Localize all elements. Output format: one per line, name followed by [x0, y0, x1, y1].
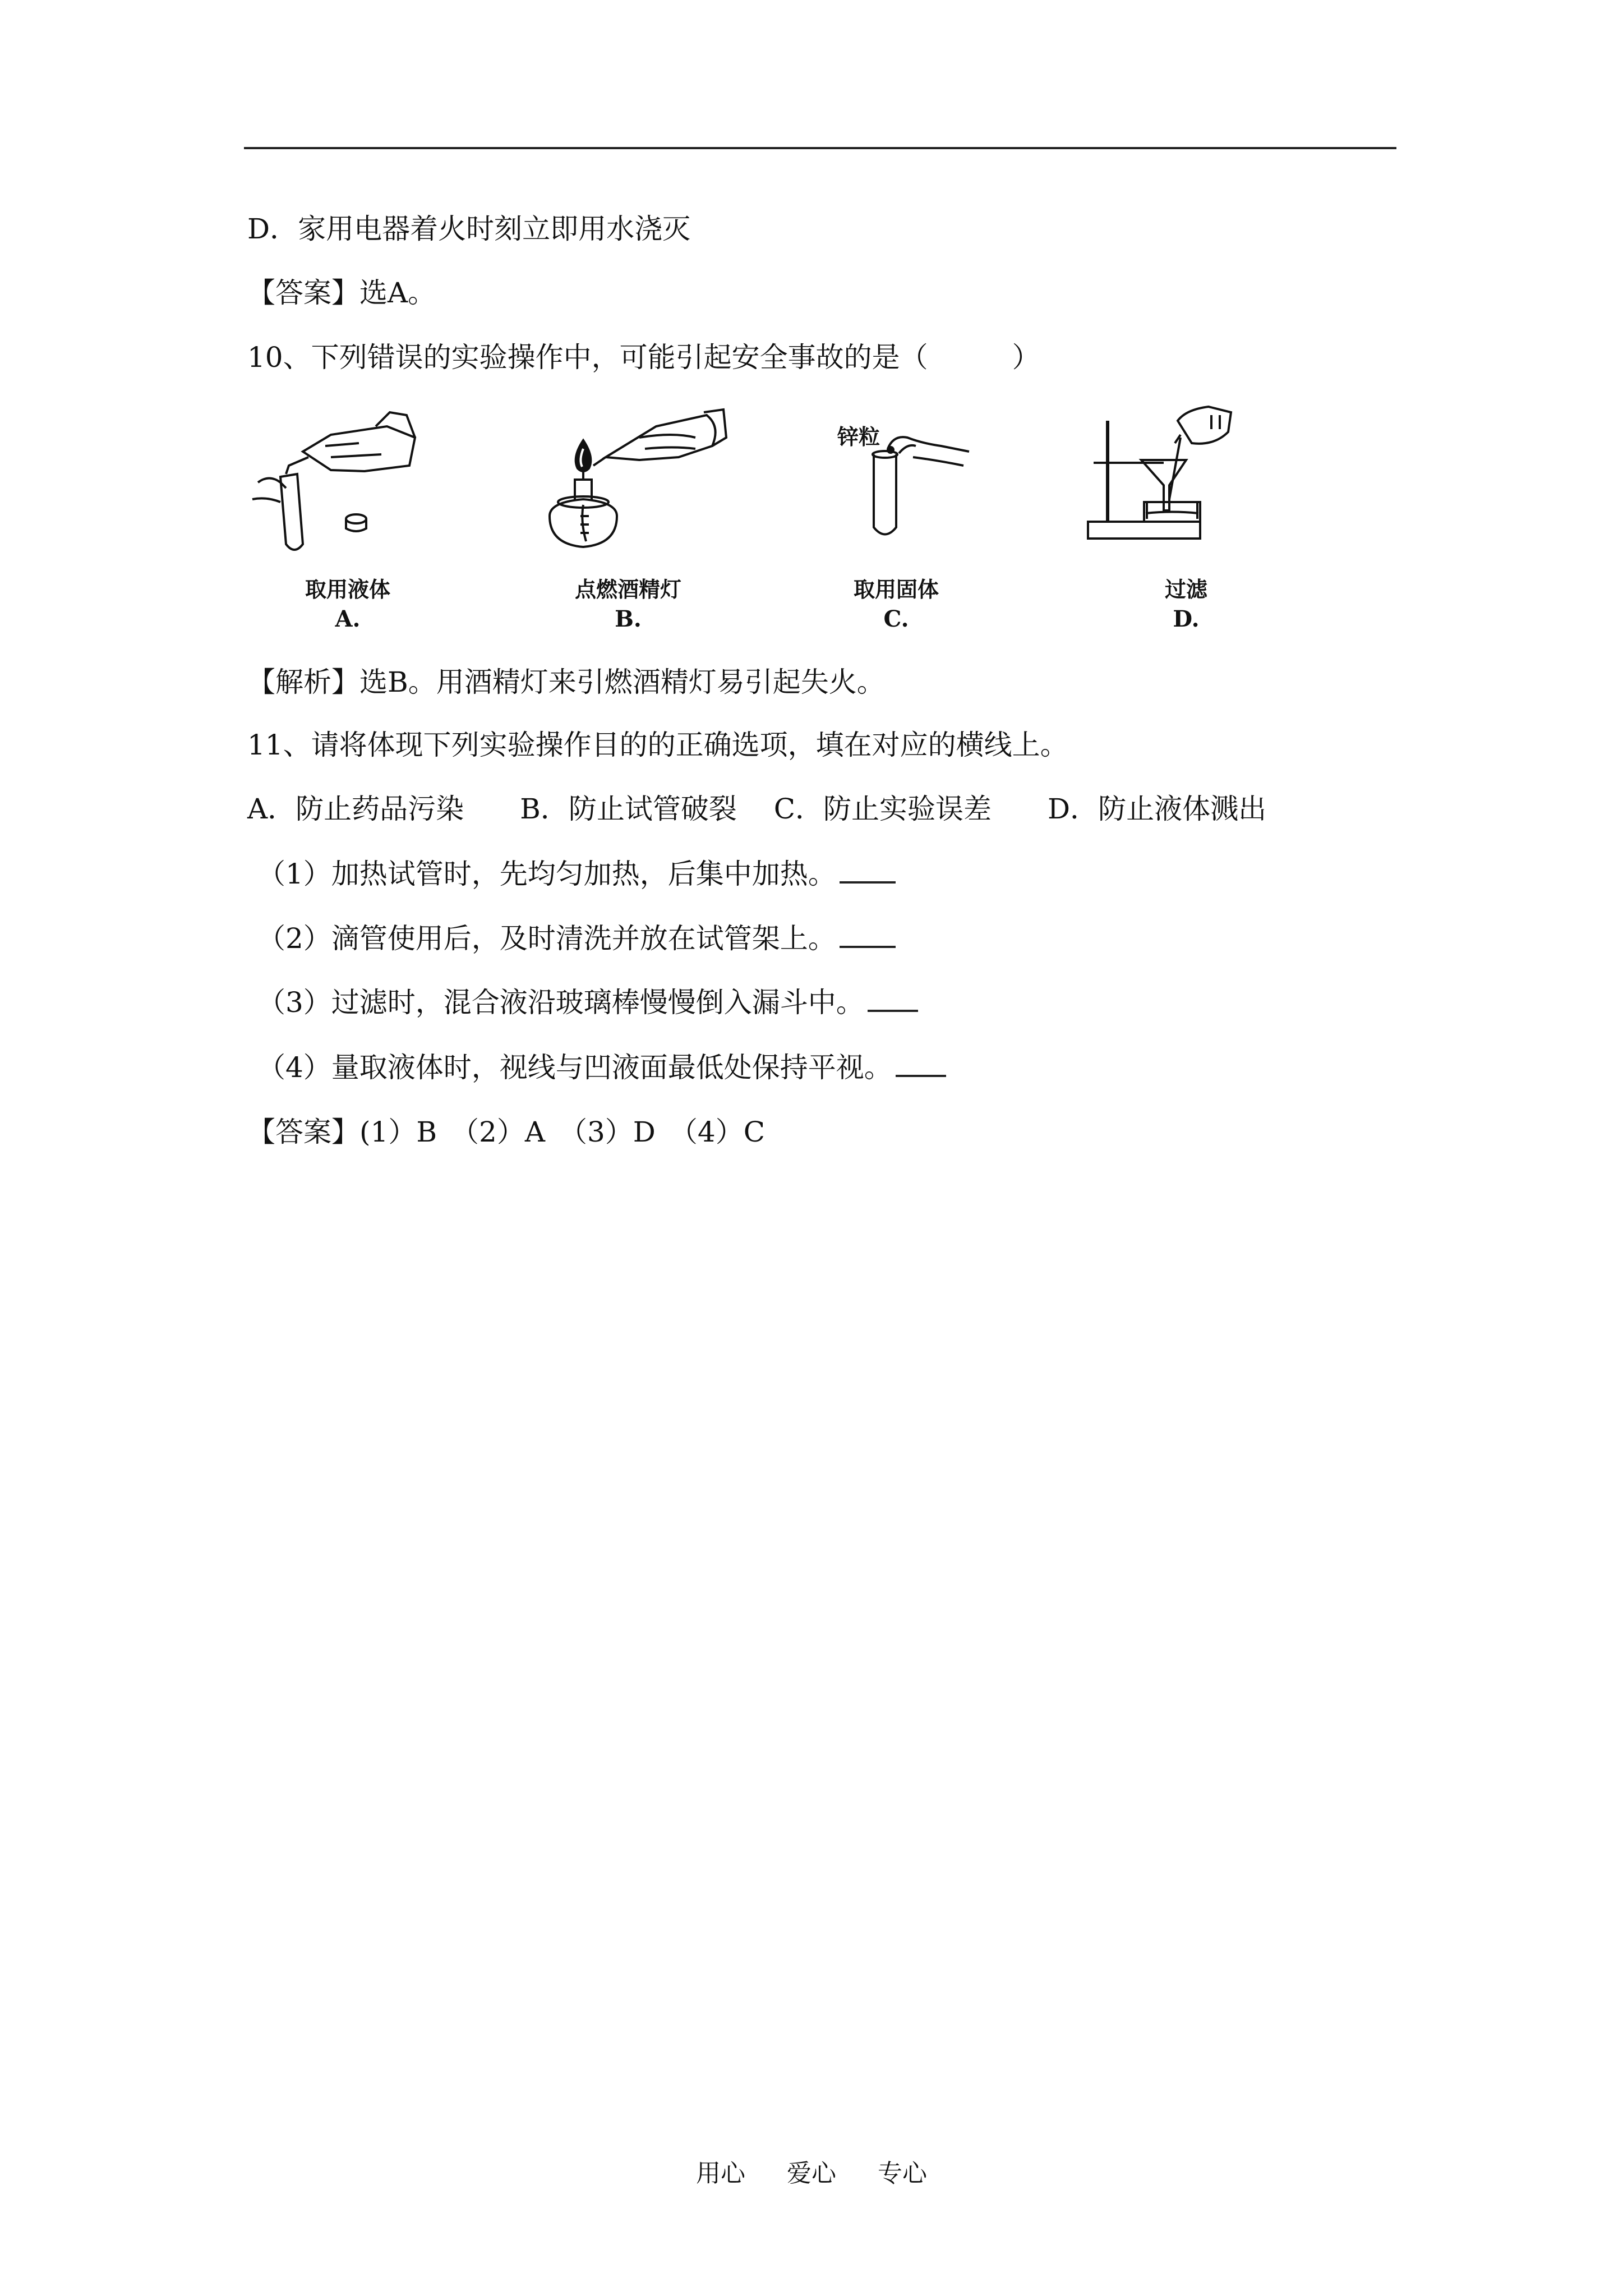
figure-b-caption: 点燃酒精灯 — [574, 577, 681, 602]
test-tube-zinc-illustration — [795, 404, 997, 572]
q11-item-2-text: （2）滴管使用后，及时清洗并放在试管架上。 — [257, 922, 836, 955]
alcohol-lamp-illustration — [527, 404, 729, 572]
answer-blank-2 — [840, 923, 896, 948]
figure-a-letter: A. — [335, 606, 361, 632]
q10-analysis: 【解析】选B。用酒精灯来引燃酒精灯易引起失火。 — [247, 666, 885, 698]
figure-b — [527, 404, 729, 645]
q11-item-3 — [257, 986, 918, 1019]
q11-stem: 11、请将体现下列实验操作目的的正确选项，填在对应的横线上。 — [247, 729, 1068, 761]
filtration-illustration — [1085, 404, 1287, 572]
q11-options: A．防止药品污染 B．防止试管破裂 C．防止实验误差 D．防止液体溅出 — [247, 793, 1267, 825]
q11-item-1-text: （1）加热试管时，先均匀加热，后集中加热。 — [257, 858, 836, 890]
header-rule — [244, 147, 1396, 149]
q11-item-1 — [257, 857, 896, 891]
page-footer — [0, 2153, 1623, 2189]
zinc-label: 锌粒 — [837, 425, 880, 449]
q11-item-4 — [257, 1051, 946, 1084]
footer-word-3: 专心 — [878, 2159, 927, 2188]
answer-blank-1 — [840, 859, 896, 884]
q10-stem: 10、下列错误的实验操作中，可能引起安全事故的是（ ） — [247, 341, 1040, 374]
figure-d — [1085, 404, 1287, 645]
q11-item-4-text: （4）量取液体时，视线与凹液面最低处保持平视。 — [257, 1051, 892, 1084]
answer-blank-4 — [896, 1052, 946, 1077]
footer-word-2: 爱心 — [787, 2159, 836, 2188]
figure-c — [795, 404, 997, 645]
q9-option-d: D．家用电器着火时刻立即用水浇灭 — [247, 213, 691, 245]
figure-d-caption: 过滤 — [1164, 577, 1207, 602]
figure-a-caption: 取用液体 — [305, 577, 390, 602]
pouring-liquid-illustration — [247, 404, 449, 572]
figure-d-letter: D. — [1173, 606, 1200, 632]
q11-item-2 — [257, 922, 896, 955]
figure-c-caption: 取用固体 — [853, 577, 939, 602]
q11-item-3-text: （3）过滤时，混合液沿玻璃棒慢慢倒入漏斗中。 — [257, 986, 864, 1019]
footer-word-1: 用心 — [696, 2159, 745, 2188]
answer-blank-3 — [868, 987, 918, 1012]
figure-b-letter: B. — [615, 606, 642, 632]
figure-a — [247, 404, 449, 645]
q9-answer: 【答案】选A。 — [247, 277, 436, 309]
q11-answer: 【答案】(1）B （2）A （3）D （4）C — [247, 1116, 765, 1148]
figure-c-letter: C. — [883, 606, 909, 632]
